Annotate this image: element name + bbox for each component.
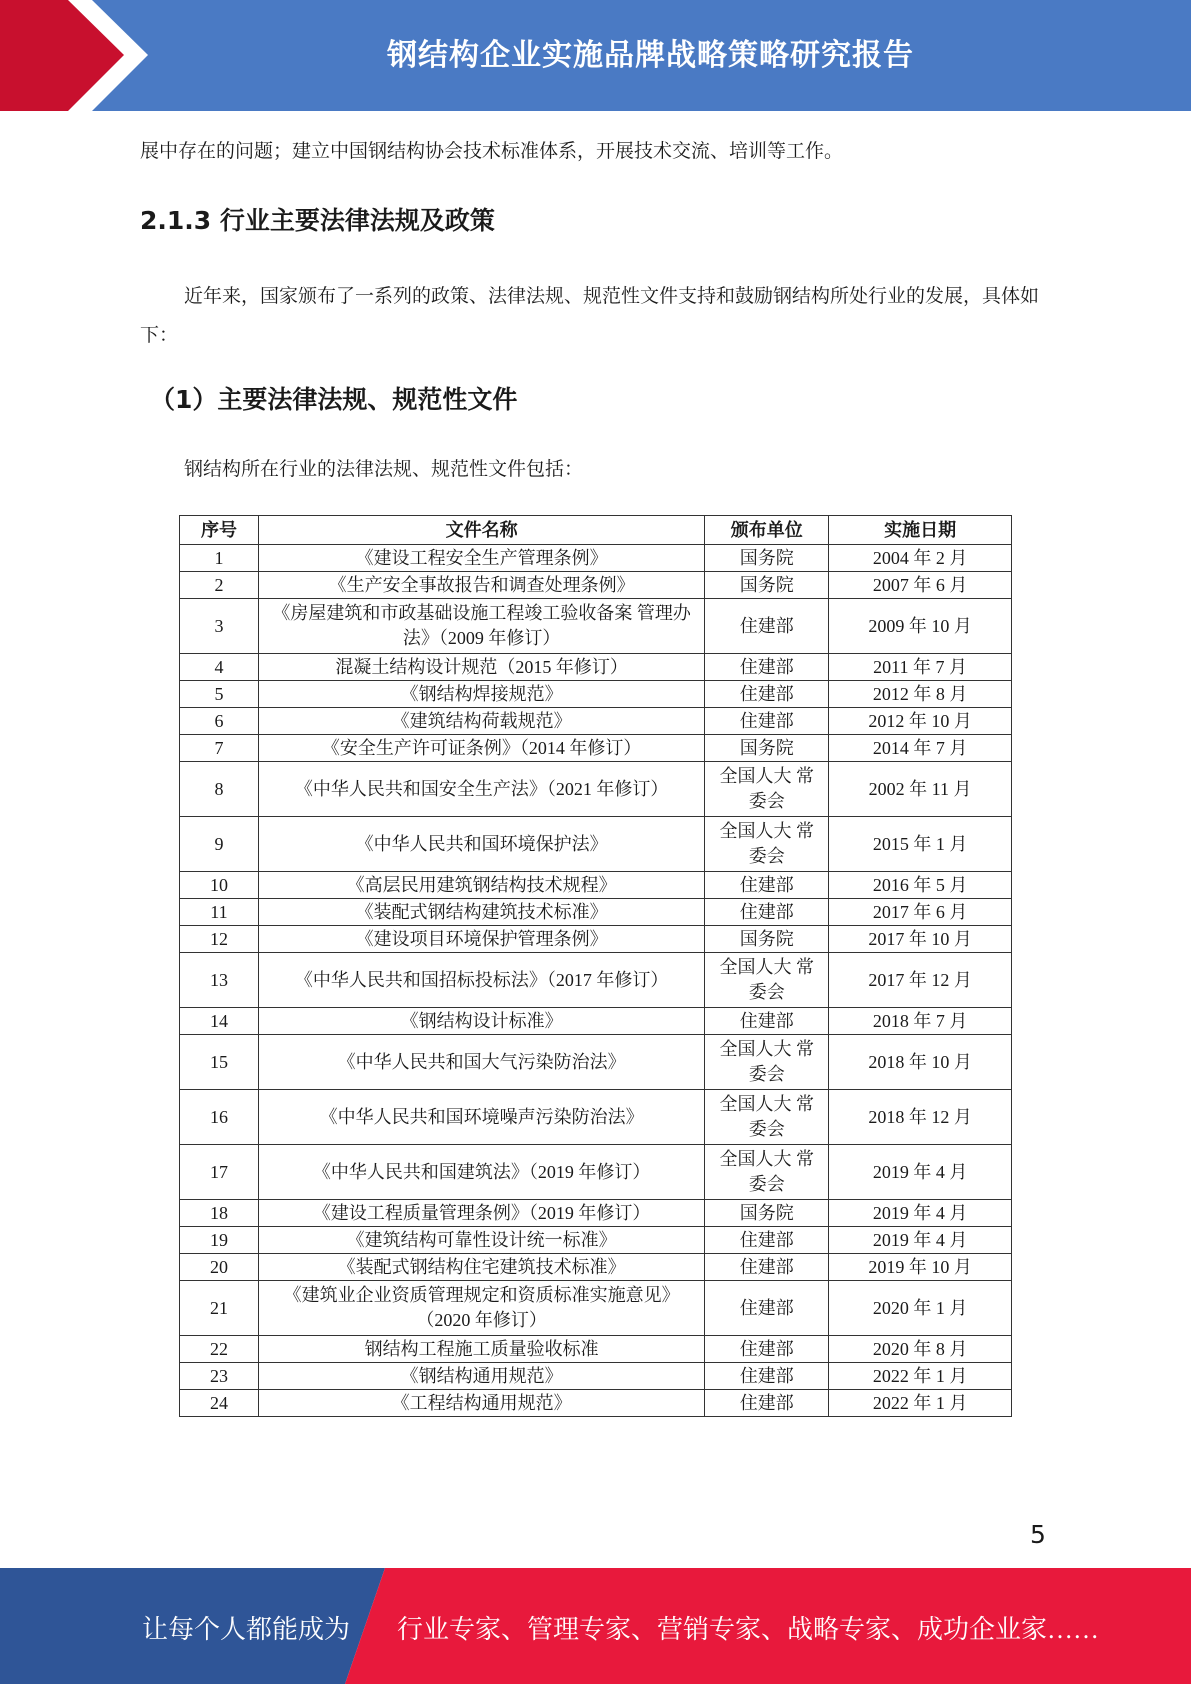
footer-slogan-left: 让每个人都能成为: [142, 1615, 351, 1644]
row-issuer: 住建部: [705, 899, 829, 926]
header-index: 序号: [180, 516, 259, 545]
row-effective-date: 2009 年 10 月: [829, 599, 1012, 654]
table-row: [180, 1200, 1012, 1227]
row-index: 7: [180, 735, 259, 762]
table-row: [180, 1336, 1012, 1363]
laws-table: [179, 515, 1012, 1417]
row-effective-date: 2007 年 6 月: [829, 572, 1012, 599]
table-row: [180, 599, 1012, 654]
row-index: 20: [180, 1254, 259, 1281]
row-issuer: 全国人大 常委会: [705, 1035, 829, 1090]
row-issuer: 国务院: [705, 735, 829, 762]
row-effective-date: 2019 年 10 月: [829, 1254, 1012, 1281]
row-document-name: 《中华人民共和国环境保护法》: [258, 817, 704, 872]
header-document-name: 文件名称: [258, 516, 704, 545]
row-index: 14: [180, 1008, 259, 1035]
table-header-row: [180, 516, 1012, 545]
row-index: 13: [180, 953, 259, 1008]
row-effective-date: 2018 年 10 月: [829, 1035, 1012, 1090]
table-row: [180, 572, 1012, 599]
row-effective-date: 2018 年 7 月: [829, 1008, 1012, 1035]
row-effective-date: 2017 年 6 月: [829, 899, 1012, 926]
row-issuer: 住建部: [705, 1336, 829, 1363]
row-issuer: 住建部: [705, 654, 829, 681]
row-document-name: 《建筑业企业资质管理规定和资质标准实施意见》（2020 年修订）: [258, 1281, 704, 1336]
row-issuer: 全国人大 常委会: [705, 953, 829, 1008]
row-issuer: 全国人大 常委会: [705, 1090, 829, 1145]
row-document-name: 《钢结构通用规范》: [258, 1363, 704, 1390]
table-row: [180, 1363, 1012, 1390]
row-index: 15: [180, 1035, 259, 1090]
row-index: 3: [180, 599, 259, 654]
row-document-name: 《钢结构设计标准》: [258, 1008, 704, 1035]
row-document-name: 《建设工程安全生产管理条例》: [258, 545, 704, 572]
row-document-name: 《建筑结构荷载规范》: [258, 708, 704, 735]
row-issuer: 住建部: [705, 1363, 829, 1390]
paragraph-continued: 展中存在的问题；建立中国钢结构协会技术标准体系，开展技术交流、培训等工作。: [140, 141, 844, 162]
row-index: 9: [180, 817, 259, 872]
header-issuer: 颁布单位: [705, 516, 829, 545]
row-issuer: 住建部: [705, 872, 829, 899]
row-index: 16: [180, 1090, 259, 1145]
header-title: 钢结构企业实施品牌战略策略研究报告: [387, 38, 914, 73]
row-effective-date: 2019 年 4 月: [829, 1145, 1012, 1200]
row-document-name: 《生产安全事故报告和调查处理条例》: [258, 572, 704, 599]
row-issuer: 住建部: [705, 681, 829, 708]
page-header: [0, 0, 1191, 111]
row-index: 23: [180, 1363, 259, 1390]
subsection-heading: （1）主要法律法规、规范性文件: [150, 385, 518, 414]
row-effective-date: 2012 年 8 月: [829, 681, 1012, 708]
row-effective-date: 2002 年 11 月: [829, 762, 1012, 817]
row-index: 24: [180, 1390, 259, 1417]
row-document-name: 混凝土结构设计规范（2015 年修订）: [258, 654, 704, 681]
row-effective-date: 2015 年 1 月: [829, 817, 1012, 872]
row-issuer: 全国人大 常委会: [705, 1145, 829, 1200]
table-row: [180, 953, 1012, 1008]
table-row: [180, 654, 1012, 681]
row-effective-date: 2022 年 1 月: [829, 1390, 1012, 1417]
row-issuer: 国务院: [705, 572, 829, 599]
row-index: 4: [180, 654, 259, 681]
row-effective-date: 2011 年 7 月: [829, 654, 1012, 681]
page-number: 5: [1030, 1520, 1046, 1549]
row-index: 5: [180, 681, 259, 708]
page-footer: [0, 1568, 1191, 1684]
row-document-name: 《工程结构通用规范》: [258, 1390, 704, 1417]
row-issuer: 住建部: [705, 708, 829, 735]
header-arrow-decoration: [0, 0, 160, 111]
row-index: 8: [180, 762, 259, 817]
row-index: 18: [180, 1200, 259, 1227]
table-row: [180, 1090, 1012, 1145]
row-document-name: 《装配式钢结构建筑技术标准》: [258, 899, 704, 926]
row-effective-date: 2017 年 10 月: [829, 926, 1012, 953]
row-document-name: 《高层民用建筑钢结构技术规程》: [258, 872, 704, 899]
row-document-name: 《装配式钢结构住宅建筑技术标准》: [258, 1254, 704, 1281]
table-row: [180, 1035, 1012, 1090]
table-row: [180, 762, 1012, 817]
row-effective-date: 2022 年 1 月: [829, 1363, 1012, 1390]
table-row: [180, 1145, 1012, 1200]
row-index: 2: [180, 572, 259, 599]
row-index: 11: [180, 899, 259, 926]
row-effective-date: 2016 年 5 月: [829, 872, 1012, 899]
row-effective-date: 2020 年 1 月: [829, 1281, 1012, 1336]
row-issuer: 住建部: [705, 1254, 829, 1281]
table-row: [180, 1008, 1012, 1035]
row-issuer: 国务院: [705, 1200, 829, 1227]
row-effective-date: 2019 年 4 月: [829, 1200, 1012, 1227]
row-issuer: 住建部: [705, 599, 829, 654]
row-issuer: 国务院: [705, 926, 829, 953]
row-issuer: 国务院: [705, 545, 829, 572]
row-issuer: 住建部: [705, 1008, 829, 1035]
row-issuer: 住建部: [705, 1227, 829, 1254]
row-index: 21: [180, 1281, 259, 1336]
table-row: [180, 1254, 1012, 1281]
table-row: [180, 708, 1012, 735]
row-effective-date: 2018 年 12 月: [829, 1090, 1012, 1145]
row-issuer: 住建部: [705, 1390, 829, 1417]
row-document-name: 《钢结构焊接规范》: [258, 681, 704, 708]
row-index: 10: [180, 872, 259, 899]
row-index: 12: [180, 926, 259, 953]
row-document-name: 《中华人民共和国招标投标法》（2017 年修订）: [258, 953, 704, 1008]
table-row: [180, 817, 1012, 872]
row-document-name: 《中华人民共和国环境噪声污染防治法》: [258, 1090, 704, 1145]
section-heading: 2.1.3 行业主要法律法规及政策: [140, 206, 495, 235]
intro-paragraph: 近年来，国家颁布了一系列的政策、法律法规、规范性文件支持和鼓励钢结构所处行业的发展，具体如下：: [140, 286, 1040, 346]
row-issuer: 住建部: [705, 1281, 829, 1336]
row-document-name: 《中华人民共和国大气污染防治法》: [258, 1035, 704, 1090]
row-effective-date: 2019 年 4 月: [829, 1227, 1012, 1254]
table-row: [180, 926, 1012, 953]
row-document-name: 《中华人民共和国建筑法》（2019 年修订）: [258, 1145, 704, 1200]
row-document-name: 《中华人民共和国安全生产法》（2021 年修订）: [258, 762, 704, 817]
row-effective-date: 2012 年 10 月: [829, 708, 1012, 735]
row-index: 19: [180, 1227, 259, 1254]
row-document-name: 《安全生产许可证条例》（2014 年修订）: [258, 735, 704, 762]
header-effective-date: 实施日期: [829, 516, 1012, 545]
row-document-name: 《建筑结构可靠性设计统一标准》: [258, 1227, 704, 1254]
table-row: [180, 1390, 1012, 1417]
row-issuer: 全国人大 常委会: [705, 817, 829, 872]
row-document-name: 《建设项目环境保护管理条例》: [258, 926, 704, 953]
table-row: [180, 545, 1012, 572]
row-effective-date: 2014 年 7 月: [829, 735, 1012, 762]
row-index: 1: [180, 545, 259, 572]
row-index: 22: [180, 1336, 259, 1363]
table-row: [180, 735, 1012, 762]
table-row: [180, 872, 1012, 899]
table-row: [180, 1227, 1012, 1254]
row-index: 6: [180, 708, 259, 735]
row-effective-date: 2004 年 2 月: [829, 545, 1012, 572]
row-issuer: 全国人大 常委会: [705, 762, 829, 817]
table-row: [180, 1281, 1012, 1336]
table-lead-text: 钢结构所在行业的法律法规、规范性文件包括：: [184, 459, 584, 480]
row-document-name: 《建设工程质量管理条例》（2019 年修订）: [258, 1200, 704, 1227]
table-row: [180, 681, 1012, 708]
table-row: [180, 899, 1012, 926]
row-document-name: 钢结构工程施工质量验收标准: [258, 1336, 704, 1363]
row-index: 17: [180, 1145, 259, 1200]
row-document-name: 《房屋建筑和市政基础设施工程竣工验收备案 管理办法》（2009 年修订）: [258, 599, 704, 654]
row-effective-date: 2020 年 8 月: [829, 1336, 1012, 1363]
row-effective-date: 2017 年 12 月: [829, 953, 1012, 1008]
footer-slogan-right: 行业专家、管理专家、营销专家、战略专家、成功企业家……: [397, 1615, 1100, 1644]
